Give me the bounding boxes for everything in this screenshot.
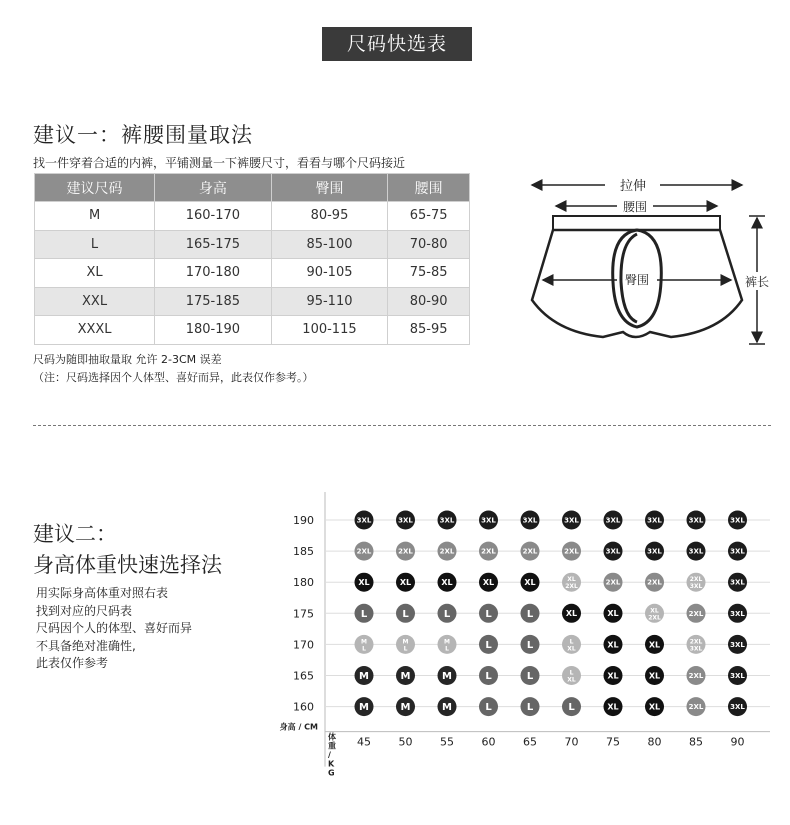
size-label: 3XL	[730, 516, 745, 525]
table-cell: L	[35, 230, 155, 259]
section1-heading: 建议一：裤腰围量取法	[33, 123, 253, 147]
table-cell: XL	[35, 259, 155, 288]
size-label: XL	[607, 640, 619, 650]
size-label: L	[526, 702, 534, 714]
size-label: L	[485, 671, 492, 683]
size-label: L	[445, 645, 449, 653]
size-label: 3XL	[730, 578, 745, 587]
size-label: XL	[441, 578, 453, 588]
table-cell: 95-110	[271, 287, 388, 316]
page-title: 尺码快选表	[322, 27, 472, 61]
section1-subtitle: 找一件穿着合适的内裤，平铺测量一下裤腰尺寸，看看与哪个尺码接近	[33, 156, 406, 170]
table-cell: 85-95	[388, 316, 470, 345]
size-label: 3XL	[730, 672, 745, 680]
table-cell: 75-85	[388, 259, 470, 288]
height-tick-label: 180	[293, 576, 314, 590]
instruction-line: 尺码因个人的体型、喜好而异	[36, 621, 193, 635]
table-row	[35, 230, 470, 259]
size-label: XL	[607, 609, 619, 619]
size-label: 3XL	[688, 547, 704, 556]
waistband-shape	[553, 216, 720, 230]
table-header-row	[35, 174, 470, 202]
size-label: 2XL	[565, 583, 578, 591]
table-header: 身高	[155, 174, 272, 202]
height-tick-label: 170	[293, 638, 314, 652]
weight-tick-label: 50	[398, 735, 413, 749]
size-label: L	[568, 702, 575, 714]
size-label: XL	[567, 676, 576, 684]
weight-tick-label: 45	[357, 735, 371, 749]
instruction-line: 用实际身高体重对照右表	[36, 586, 169, 600]
table-cell: 170-180	[155, 259, 272, 288]
size-label: M	[444, 638, 450, 646]
size-label: 2XL	[605, 578, 621, 587]
size-label: 3XL	[730, 609, 745, 618]
size-label: 3XL	[647, 547, 662, 556]
size-label: 2XL	[688, 703, 704, 712]
size-label: M	[442, 702, 452, 714]
table-cell: M	[35, 202, 155, 231]
size-label: L	[569, 638, 574, 646]
size-label: 3XL	[398, 516, 413, 525]
size-label: 3XL	[356, 516, 372, 525]
table-cell: 165-175	[155, 230, 272, 259]
size-label: XL	[524, 578, 536, 588]
size-label: XL	[648, 671, 661, 681]
size-label: L	[485, 608, 492, 620]
size-label: XL	[567, 576, 576, 584]
section-divider	[33, 425, 771, 426]
hip-label: 臀围	[624, 273, 650, 287]
table-cell: 180-190	[155, 316, 272, 345]
size-label: 3XL	[688, 516, 704, 525]
size-label: XL	[358, 578, 370, 588]
size-label: 2XL	[439, 547, 455, 556]
table-header: 建议尺码	[35, 174, 155, 202]
table-cell: 175-185	[155, 287, 272, 316]
size-label: XL	[607, 671, 619, 681]
size-label: 2XL	[689, 638, 703, 646]
height-tick-label: 185	[293, 545, 314, 559]
size-label: 2XL	[689, 576, 703, 584]
size-label: 3XL	[647, 516, 662, 525]
y-axis-label: 身高 / CM	[279, 722, 318, 732]
table-cell: XXL	[35, 287, 155, 316]
size-label: L	[443, 608, 451, 620]
weight-tick-label: 55	[440, 735, 454, 749]
height-tick-label: 165	[293, 669, 314, 683]
instruction-line: 找到对应的尺码表	[36, 603, 133, 618]
disclaimer-note: （注：尺码选择因个人体型、喜好而异，此表仅作参考。）	[33, 371, 314, 384]
size-label: 2XL	[688, 672, 704, 680]
size-label: XL	[567, 645, 576, 653]
length-label: 裤长	[744, 275, 770, 289]
weight-tick-label: 70	[564, 735, 579, 749]
size-label: M	[402, 638, 409, 646]
size-label: L	[485, 639, 492, 651]
size-label: 3XL	[689, 645, 703, 653]
size-label: 2XL	[688, 609, 704, 618]
table-row	[35, 259, 470, 288]
size-label: L	[362, 645, 366, 653]
table-header: 腰围	[388, 174, 470, 202]
size-label: 3XL	[522, 516, 538, 525]
size-label: 3XL	[730, 703, 745, 712]
table-cell: 80-90	[388, 287, 470, 316]
height-tick-label: 160	[293, 700, 314, 714]
size-label: L	[360, 608, 368, 620]
section2-instructions	[36, 585, 192, 673]
weight-tick-label: 65	[523, 735, 537, 749]
stretch-label: 拉伸	[619, 179, 647, 194]
size-label: 2XL	[648, 614, 661, 622]
size-label: L	[402, 608, 409, 620]
size-label: 3XL	[605, 516, 621, 525]
size-label: L	[485, 702, 492, 714]
size-label: 3XL	[605, 547, 621, 556]
weight-tick-label: 80	[647, 735, 662, 749]
table-cell: XXXL	[35, 316, 155, 345]
x-axis-label: 体重/ K G	[328, 732, 336, 778]
table-header: 臀围	[271, 174, 388, 202]
weight-tick-label: 85	[689, 735, 703, 749]
size-label: XL	[607, 702, 619, 712]
size-label: 2XL	[564, 547, 579, 556]
instruction-line: 此表仅作参考	[36, 656, 109, 670]
size-label: XL	[399, 578, 412, 588]
table-row	[35, 202, 470, 231]
table-cell: 85-100	[271, 230, 388, 259]
size-label: XL	[648, 640, 661, 650]
size-label: M	[359, 702, 369, 714]
size-table	[34, 173, 470, 345]
weight-tick-label: 75	[606, 735, 620, 749]
size-label: 3XL	[730, 640, 745, 649]
size-label: M	[359, 671, 369, 683]
size-label: L	[526, 671, 534, 683]
instruction-line: 不具备绝对准确性,	[36, 638, 136, 653]
waist-label: 腰围	[622, 200, 648, 214]
size-label: 3XL	[439, 516, 455, 525]
table-cell: 65-75	[388, 202, 470, 231]
weight-tick-label: 60	[481, 735, 496, 749]
table-cell: 100-115	[271, 316, 388, 345]
size-label: 3XL	[564, 516, 579, 525]
size-label: M	[400, 671, 411, 683]
table-cell: 70-80	[388, 230, 470, 259]
table-cell: 80-95	[271, 202, 388, 231]
size-label: 2XL	[647, 578, 662, 587]
table-row	[35, 287, 470, 316]
underwear-measure-diagram	[525, 172, 775, 352]
size-label: L	[526, 608, 534, 620]
weight-tick-label: 90	[730, 735, 745, 749]
size-label: XL	[648, 702, 661, 712]
size-label: XL	[565, 609, 578, 619]
height-weight-chart	[270, 490, 780, 810]
size-label: 3XL	[730, 547, 745, 556]
size-label: L	[403, 645, 408, 653]
size-label: L	[526, 639, 534, 651]
size-label: XL	[482, 578, 495, 588]
size-label: 2XL	[398, 547, 413, 556]
size-label: 3XL	[689, 583, 703, 591]
size-label: M	[400, 702, 411, 714]
table-cell: 90-105	[271, 259, 388, 288]
table-row	[35, 316, 470, 345]
height-tick-label: 190	[293, 514, 314, 527]
size-label: L	[569, 669, 574, 677]
size-label: 2XL	[481, 547, 496, 556]
height-tick-label: 175	[293, 607, 314, 621]
tolerance-note: 尺码为随即抽取量取 允许 2-3CM 误差	[33, 353, 222, 366]
size-label: 3XL	[481, 516, 496, 525]
size-label: XL	[650, 607, 659, 615]
section2-subtitle: 身高体重快速选择法	[33, 553, 222, 577]
size-label: 2XL	[522, 547, 538, 556]
table-cell: 160-170	[155, 202, 272, 231]
size-label: M	[361, 638, 367, 646]
section2-title: 建议二：	[33, 522, 117, 546]
size-label: 2XL	[356, 547, 372, 556]
size-label: M	[442, 671, 452, 683]
